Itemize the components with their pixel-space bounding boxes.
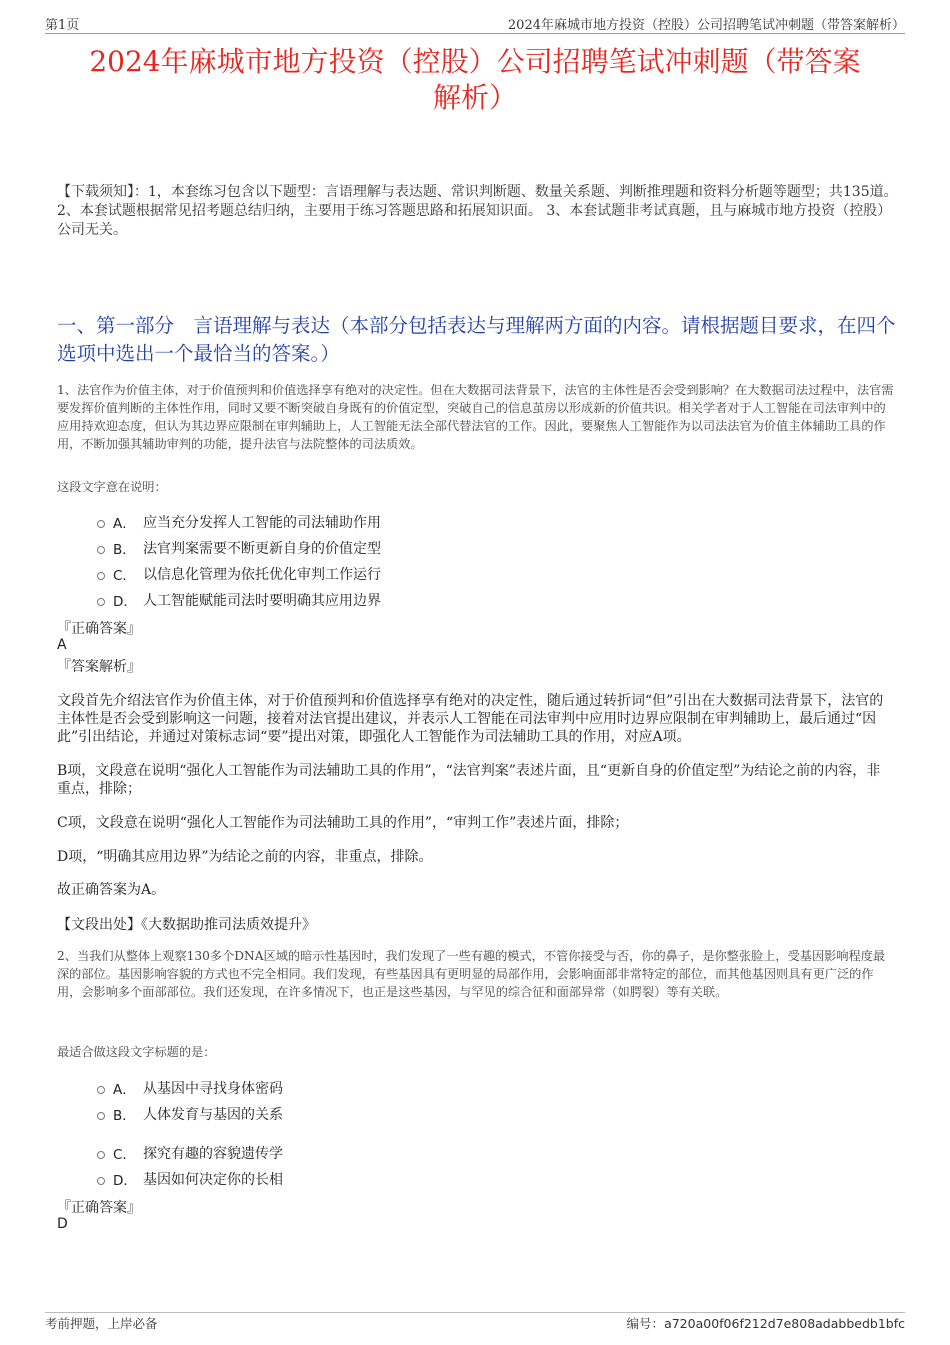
q2-option-d[interactable]: D． 基因如何决定你的长相 [97, 1169, 283, 1189]
radio-icon[interactable] [97, 546, 105, 554]
radio-icon[interactable] [97, 572, 105, 580]
q1-analysis-d: D项，“明确其应用边界”为结论之前的内容，非重点，排除。 [57, 849, 433, 865]
question-1-prompt: 这段文字意在说明： [57, 480, 167, 494]
header-page-number: 第1页 [45, 18, 80, 33]
title-line-2: 解析） [432, 81, 517, 114]
q1-answer-label: 『正确答案』 [57, 621, 141, 637]
footer-slogan: 考前押题，上岸必备 [45, 1316, 158, 1331]
q2-answer: D [57, 1216, 68, 1232]
q1-analysis-main: 文段首先介绍法官作为价值主体，对于价值预判和价值选择享有绝对的决定性，随后通过转折词“但”引出在大数据司法背景下，法官的主体性是否会受到影响这一问题，接着对法官提出建议，并表示人工智能在司法审判中应用时边界应限制在审判辅助上，最后通过“因此”引出结论，并通过对策标志词“要”提出对策，即强化人工智能作为司法辅助工具的作用，对应A项。 [57, 693, 884, 745]
footer-code-value: a720a00f06f212d7e808adabbedb1bfc [664, 1316, 905, 1331]
q2-option-a[interactable]: A． 从基因中寻找身体密码 [97, 1078, 283, 1098]
q1-option-c[interactable]: C． 以信息化管理为依托优化审判工作运行 [97, 564, 381, 584]
radio-icon[interactable] [97, 1177, 105, 1185]
radio-icon[interactable] [97, 1151, 105, 1159]
q1-analysis-label: 『答案解析』 [57, 659, 141, 675]
question-2-prompt: 最适合做这段文字标题的是： [57, 1045, 216, 1059]
q1-option-a[interactable]: A． 应当充分发挥人工智能的司法辅助作用 [97, 512, 381, 532]
q1-answer: A [57, 637, 67, 653]
header-divider [45, 33, 905, 34]
question-1-text: 1、法官作为价值主体，对于价值预判和价值选择享有绝对的决定性。但在大数据司法背景下，法官的主体性是否会受到影响？在大数据司法过程中，法官需要发挥价值判断的主体性作用，同时又要不断突破自身既有的价值定型，突破自己的信息茧房以形成新的价值共识。相关学者对于人工智能在司法审判中的应用持欢迎态度，但认为其边界应限制在审判辅助上，人工智能无法全部代替法官的工作。因此，要聚焦人工智能作为以司法法官为价值主体辅助工具的作用，不断加强其辅助审判的功能，提升法官与法院整体的司法质效。 [57, 383, 894, 451]
document-title [45, 44, 905, 116]
q1-analysis-c: C项，文段意在说明“强化人工智能作为司法辅助工具的作用”，“审判工作”表述片面，排除； [57, 815, 629, 831]
q1-conclusion: 故正确答案为A。 [57, 882, 166, 898]
q1-option-b[interactable]: B． 法官判案需要不断更新自身的价值定型 [97, 538, 381, 558]
q2-option-c[interactable]: C． 探究有趣的容貌遗传学 [97, 1143, 283, 1163]
section-title: 一、第一部分 言语理解与表达（本部分包括表达与理解两方面的内容。请根据题目要求，在四个选项中选出一个最恰当的答案。） [57, 314, 896, 365]
download-notice: 【下载须知】：1，本套练习包含以下题型：言语理解与表达题、常识判断题、数量关系题、判断推理题和资料分析题等题型；共135道。 2、本套试题根据常见招考题总结归纳，主要用于练习答题思路和拓展知识面。 3、本套试题非考试真题，且与麻城市地方投资（控股）公司无关。 [57, 184, 898, 238]
radio-icon[interactable] [97, 520, 105, 528]
header-title: 2024年麻城市地方投资（控股）公司招聘笔试冲刺题（带答案解析） [507, 18, 905, 33]
title-line-1: 2024年麻城市地方投资（控股）公司招聘笔试冲刺题（带答案 [89, 45, 861, 78]
q1-source: 【文段出处】《大数据助推司法质效提升》 [57, 917, 316, 933]
radio-icon[interactable] [97, 1086, 105, 1094]
q2-option-b[interactable]: B． 人体发育与基因的关系 [97, 1104, 283, 1124]
footer-divider [45, 1312, 905, 1313]
footer-code [627, 1314, 905, 1332]
radio-icon[interactable] [97, 598, 105, 606]
q2-answer-label: 『正确答案』 [57, 1200, 141, 1216]
q1-analysis-b: B项，文段意在说明“强化人工智能作为司法辅助工具的作用”，“法官判案”表述片面，且“更新自身的价值定型”为结论之前的内容，非重点，排除； [57, 763, 881, 797]
radio-icon[interactable] [97, 1112, 105, 1120]
q1-option-d[interactable]: D． 人工智能赋能司法时要明确其应用边界 [97, 590, 381, 610]
footer-code-label: 编号： [626, 1316, 665, 1331]
question-2-text: 2、当我们从整体上观察130多个DNA区域的暗示性基因时，我们发现了一些有趣的模式，不管你接受与否，你的鼻子，是你整张脸上，受基因影响程度最深的部位。基因影响容貌的方式也不完全相同。我们发现，有些基因具有更明显的局部作用，会影响面部非常特定的部位，而其他基因则具有更广泛的作用，会影响多个面部部位。我们还发现，在许多情况下，也正是这些基因，与罕见的综合征和面部异常（如腭裂）等有关联。 [57, 949, 886, 999]
